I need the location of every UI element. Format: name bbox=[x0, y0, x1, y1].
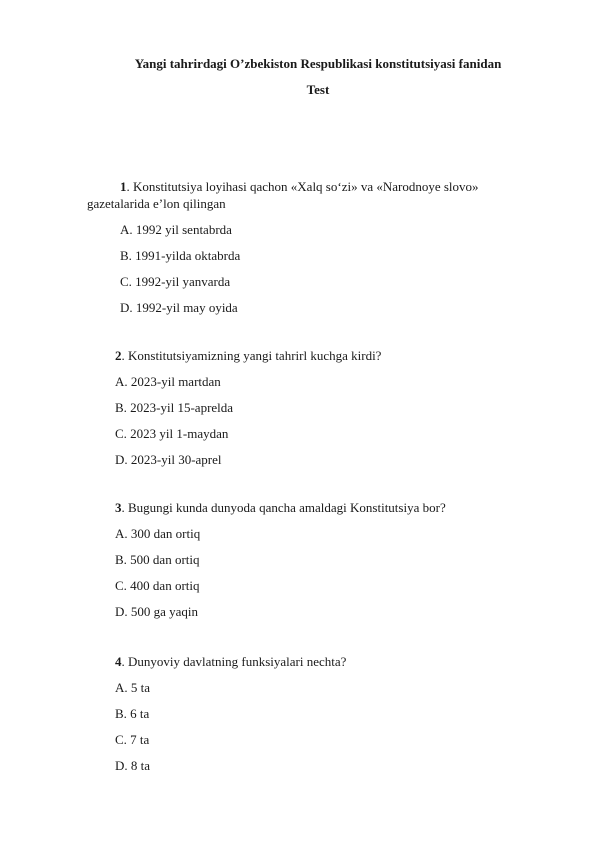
question-number: 2 bbox=[115, 348, 122, 363]
option-1d: D. 1992-yil may oyida bbox=[120, 300, 238, 315]
question-4 bbox=[115, 654, 346, 670]
question-number: 3 bbox=[115, 500, 122, 515]
option-3a: A. 300 dan ortiq bbox=[115, 526, 201, 541]
option-2c: C. 2023 yil 1-maydan bbox=[115, 426, 229, 441]
option-3d: D. 500 ga yaqin bbox=[115, 604, 199, 619]
question-2 bbox=[115, 348, 381, 364]
option-2a: A. 2023-yil martdan bbox=[115, 374, 221, 389]
option-2b: B. 2023-yil 15-aprelda bbox=[115, 400, 234, 415]
question-number: 4 bbox=[115, 654, 122, 669]
option-1c: C. 1992-yil yanvarda bbox=[120, 274, 231, 289]
option-2d: D. 2023-yil 30-aprel bbox=[115, 452, 222, 467]
question-number: 1 bbox=[120, 179, 127, 194]
question-1-continuation: gazetalarida e’lon qilingan bbox=[87, 196, 226, 211]
option-4d: D. 8 ta bbox=[115, 758, 151, 773]
question-1 bbox=[120, 179, 479, 195]
question-text: . Konstitutsiyamizning yangi tahrirl kuchga kirdi? bbox=[121, 348, 382, 363]
question-3 bbox=[115, 500, 446, 516]
option-4a: A. 5 ta bbox=[115, 680, 151, 695]
option-3b: B. 500 dan ortiq bbox=[115, 552, 200, 567]
option-4b: B. 6 ta bbox=[115, 706, 150, 721]
question-text: . Bugungi kunda dunyoda qancha amaldagi Konstitutsiya bor? bbox=[121, 500, 446, 515]
option-1b: B. 1991-yilda oktabrda bbox=[120, 248, 241, 263]
option-1a: A. 1992 yil sentabrda bbox=[120, 222, 232, 237]
document-title: Yangi tahrirdagi O’zbekiston Respublikasi konstitutsiyasi fanidan bbox=[134, 56, 502, 71]
question-text: . Konstitutsiya loyihasi qachon «Xalq so‘zi» va «Narodnoye slovo» bbox=[126, 179, 479, 194]
document-subtitle: Test bbox=[306, 82, 330, 97]
option-4c: C. 7 ta bbox=[115, 732, 150, 747]
option-3c: C. 400 dan ortiq bbox=[115, 578, 200, 593]
question-text: . Dunyoviy davlatning funksiyalari nechta? bbox=[121, 654, 347, 669]
